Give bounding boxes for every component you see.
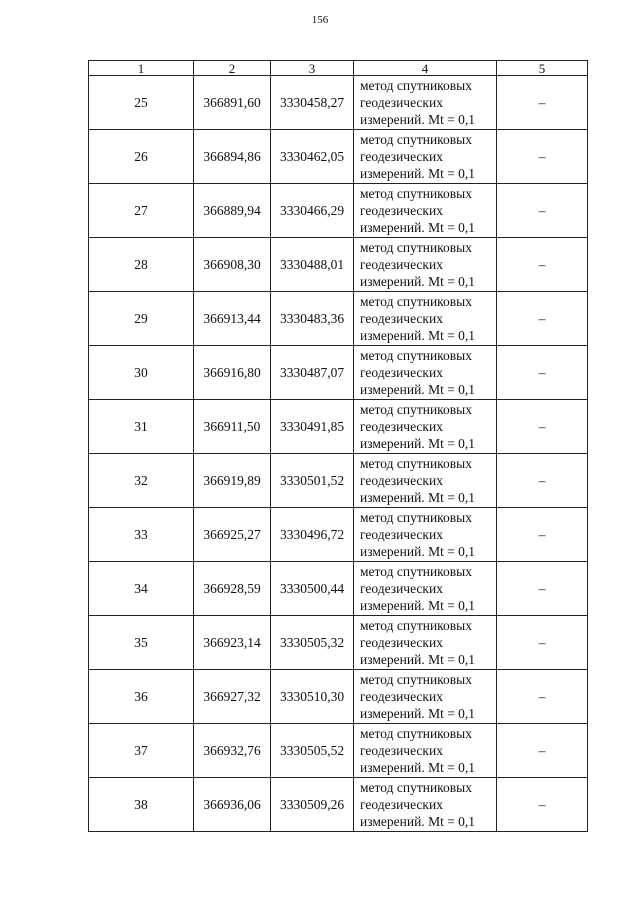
coordinate-x: 366889,94 bbox=[194, 184, 271, 238]
header-row bbox=[89, 61, 588, 76]
column-5-mark: – bbox=[497, 562, 588, 616]
method-description bbox=[354, 670, 497, 724]
table-row bbox=[89, 508, 588, 562]
point-number: 28 bbox=[89, 238, 194, 292]
method-description bbox=[354, 346, 497, 400]
method-description bbox=[354, 400, 497, 454]
coordinate-x: 366927,32 bbox=[194, 670, 271, 724]
column-5-mark: – bbox=[497, 76, 588, 130]
method-line: геодезических bbox=[360, 689, 443, 704]
table-row bbox=[89, 238, 588, 292]
method-line: метод спутниковых bbox=[360, 186, 472, 201]
table-row bbox=[89, 292, 588, 346]
method-line: геодезических bbox=[360, 527, 443, 542]
method-description bbox=[354, 130, 497, 184]
column-5-mark: – bbox=[497, 400, 588, 454]
method-description bbox=[354, 238, 497, 292]
header-col-4: 4 bbox=[354, 61, 497, 76]
table-row bbox=[89, 670, 588, 724]
point-number: 32 bbox=[89, 454, 194, 508]
coordinate-x: 366925,27 bbox=[194, 508, 271, 562]
method-line: геодезических bbox=[360, 365, 443, 380]
method-line: измерений. Mt = 0,1 bbox=[360, 652, 476, 667]
method-description bbox=[354, 76, 497, 130]
column-5-mark: – bbox=[497, 346, 588, 400]
column-5-mark: – bbox=[497, 292, 588, 346]
method-line: метод спутниковых bbox=[360, 456, 472, 471]
method-line: геодезических bbox=[360, 257, 443, 272]
table-row bbox=[89, 454, 588, 508]
method-description bbox=[354, 562, 497, 616]
method-line: измерений. Mt = 0,1 bbox=[360, 274, 476, 289]
method-description bbox=[354, 508, 497, 562]
method-line: геодезических bbox=[360, 203, 443, 218]
point-number: 37 bbox=[89, 724, 194, 778]
method-description bbox=[354, 292, 497, 346]
column-5-mark: – bbox=[497, 508, 588, 562]
table-body bbox=[89, 76, 588, 832]
column-5-mark: – bbox=[497, 238, 588, 292]
method-line: метод спутниковых bbox=[360, 348, 472, 363]
header-col-5: 5 bbox=[497, 61, 588, 76]
method-line: метод спутниковых bbox=[360, 132, 472, 147]
table-row bbox=[89, 400, 588, 454]
method-line: геодезических bbox=[360, 797, 443, 812]
method-line: метод спутниковых bbox=[360, 294, 472, 309]
column-5-mark: – bbox=[497, 670, 588, 724]
method-line: измерений. Mt = 0,1 bbox=[360, 598, 476, 613]
header-col-1: 1 bbox=[89, 61, 194, 76]
method-line: геодезических bbox=[360, 743, 443, 758]
coordinate-y: 3330491,85 bbox=[271, 400, 354, 454]
point-number: 29 bbox=[89, 292, 194, 346]
coordinate-x: 366908,30 bbox=[194, 238, 271, 292]
method-line: измерений. Mt = 0,1 bbox=[360, 760, 476, 775]
coordinate-y: 3330501,52 bbox=[271, 454, 354, 508]
coordinate-y: 3330510,30 bbox=[271, 670, 354, 724]
column-5-mark: – bbox=[497, 724, 588, 778]
method-line: метод спутниковых bbox=[360, 618, 472, 633]
coordinate-x: 366891,60 bbox=[194, 76, 271, 130]
page-number: 156 bbox=[311, 14, 329, 26]
method-description bbox=[354, 454, 497, 508]
column-5-mark: – bbox=[497, 778, 588, 832]
coordinate-x: 366919,89 bbox=[194, 454, 271, 508]
method-line: метод спутниковых bbox=[360, 564, 472, 579]
point-number: 25 bbox=[89, 76, 194, 130]
point-number: 38 bbox=[89, 778, 194, 832]
table-row bbox=[89, 346, 588, 400]
method-line: измерений. Mt = 0,1 bbox=[360, 220, 476, 235]
point-number: 30 bbox=[89, 346, 194, 400]
method-line: метод спутниковых bbox=[360, 240, 472, 255]
coordinate-y: 3330458,27 bbox=[271, 76, 354, 130]
table-row bbox=[89, 184, 588, 238]
table-row bbox=[89, 562, 588, 616]
method-line: геодезических bbox=[360, 311, 443, 326]
coordinate-y: 3330488,01 bbox=[271, 238, 354, 292]
coordinate-x: 366913,44 bbox=[194, 292, 271, 346]
method-line: геодезических bbox=[360, 635, 443, 650]
header-col-3: 3 bbox=[271, 61, 354, 76]
method-line: измерений. Mt = 0,1 bbox=[360, 436, 476, 451]
coordinate-x: 366936,06 bbox=[194, 778, 271, 832]
method-description bbox=[354, 724, 497, 778]
coordinate-x: 366928,59 bbox=[194, 562, 271, 616]
method-description bbox=[354, 184, 497, 238]
method-line: измерений. Mt = 0,1 bbox=[360, 814, 476, 829]
method-line: метод спутниковых bbox=[360, 726, 472, 741]
method-line: геодезических bbox=[360, 149, 443, 164]
coordinate-y: 3330505,32 bbox=[271, 616, 354, 670]
point-number: 27 bbox=[89, 184, 194, 238]
method-line: геодезических bbox=[360, 95, 443, 110]
method-line: измерений. Mt = 0,1 bbox=[360, 382, 476, 397]
table-row bbox=[89, 76, 588, 130]
point-number: 33 bbox=[89, 508, 194, 562]
point-number: 35 bbox=[89, 616, 194, 670]
method-line: метод спутниковых bbox=[360, 780, 472, 795]
coordinate-x: 366932,76 bbox=[194, 724, 271, 778]
table-row bbox=[89, 724, 588, 778]
coordinate-y: 3330496,72 bbox=[271, 508, 354, 562]
method-line: геодезических bbox=[360, 581, 443, 596]
point-number: 31 bbox=[89, 400, 194, 454]
coordinate-y: 3330483,36 bbox=[271, 292, 354, 346]
table-header bbox=[89, 61, 588, 76]
table-row bbox=[89, 130, 588, 184]
method-line: измерений. Mt = 0,1 bbox=[360, 706, 476, 721]
column-5-mark: – bbox=[497, 184, 588, 238]
coordinate-x: 366911,50 bbox=[194, 400, 271, 454]
coordinate-x: 366923,14 bbox=[194, 616, 271, 670]
column-5-mark: – bbox=[497, 130, 588, 184]
method-line: метод спутниковых bbox=[360, 510, 472, 525]
coordinates-table bbox=[88, 60, 588, 832]
method-line: метод спутниковых bbox=[360, 402, 472, 417]
point-number: 34 bbox=[89, 562, 194, 616]
method-description bbox=[354, 778, 497, 832]
column-5-mark: – bbox=[497, 454, 588, 508]
method-line: измерений. Mt = 0,1 bbox=[360, 544, 476, 559]
point-number: 26 bbox=[89, 130, 194, 184]
method-line: измерений. Mt = 0,1 bbox=[360, 328, 476, 343]
point-number: 36 bbox=[89, 670, 194, 724]
table-row bbox=[89, 778, 588, 832]
coordinate-x: 366916,80 bbox=[194, 346, 271, 400]
method-line: измерений. Mt = 0,1 bbox=[360, 112, 476, 127]
coordinate-x: 366894,86 bbox=[194, 130, 271, 184]
coordinate-y: 3330462,05 bbox=[271, 130, 354, 184]
method-line: измерений. Mt = 0,1 bbox=[360, 490, 476, 505]
method-line: метод спутниковых bbox=[360, 78, 472, 93]
method-line: геодезических bbox=[360, 419, 443, 434]
header-col-2: 2 bbox=[194, 61, 271, 76]
method-description bbox=[354, 616, 497, 670]
method-line: измерений. Mt = 0,1 bbox=[360, 166, 476, 181]
column-5-mark: – bbox=[497, 616, 588, 670]
coordinate-y: 3330487,07 bbox=[271, 346, 354, 400]
coordinate-y: 3330466,29 bbox=[271, 184, 354, 238]
table-row bbox=[89, 616, 588, 670]
method-line: метод спутниковых bbox=[360, 672, 472, 687]
coordinate-y: 3330509,26 bbox=[271, 778, 354, 832]
coordinate-y: 3330505,52 bbox=[271, 724, 354, 778]
method-line: геодезических bbox=[360, 473, 443, 488]
coordinate-y: 3330500,44 bbox=[271, 562, 354, 616]
